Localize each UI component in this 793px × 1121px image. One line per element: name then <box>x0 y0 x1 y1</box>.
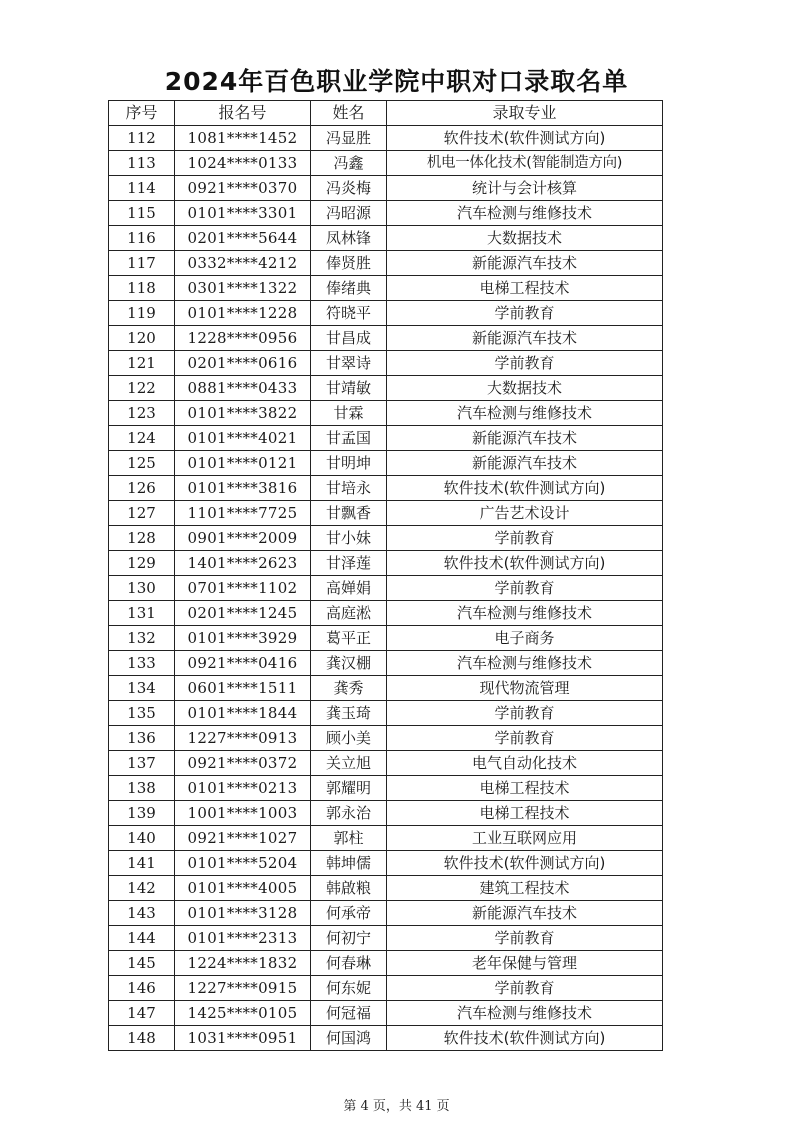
seq-cell: 121 <box>109 351 175 376</box>
name-cell: 郭柱 <box>311 826 387 851</box>
document-title: 2024年百色职业学院中职对口录取名单 <box>164 67 629 96</box>
major-cell: 软件技术(软件测试方向) <box>387 476 663 501</box>
table-row <box>109 901 663 926</box>
major-cell: 统计与会计核算 <box>387 176 663 201</box>
regno-cell: 0101****0121 <box>175 451 311 476</box>
major-cell: 学前教育 <box>387 926 663 951</box>
table-row <box>109 726 663 751</box>
name-cell: 何承帝 <box>311 901 387 926</box>
seq-cell: 145 <box>109 951 175 976</box>
name-cell: 顾小美 <box>311 726 387 751</box>
table-row <box>109 326 663 351</box>
name-cell: 甘靖敏 <box>311 376 387 401</box>
regno-cell: 0921****0372 <box>175 751 311 776</box>
table-row <box>109 701 663 726</box>
name-cell: 甘翠诗 <box>311 351 387 376</box>
name-cell: 龚汉棚 <box>311 651 387 676</box>
major-cell: 工业互联网应用 <box>387 826 663 851</box>
regno-cell: 1101****7725 <box>175 501 311 526</box>
column-header-major: 录取专业 <box>387 101 663 126</box>
table-row <box>109 176 663 201</box>
table-row <box>109 276 663 301</box>
table-row <box>109 626 663 651</box>
table-row <box>109 551 663 576</box>
major-cell: 汽车检测与维修技术 <box>387 201 663 226</box>
name-cell: 高庭淞 <box>311 601 387 626</box>
major-cell: 汽车检测与维修技术 <box>387 1001 663 1026</box>
major-cell: 汽车检测与维修技术 <box>387 651 663 676</box>
table-row <box>109 826 663 851</box>
column-header-name: 姓名 <box>311 101 387 126</box>
regno-cell: 0101****4021 <box>175 426 311 451</box>
table-row <box>109 126 663 151</box>
table-row <box>109 501 663 526</box>
seq-cell: 130 <box>109 576 175 601</box>
seq-cell: 132 <box>109 626 175 651</box>
major-cell: 软件技术(软件测试方向) <box>387 1026 663 1051</box>
seq-cell: 141 <box>109 851 175 876</box>
table-row <box>109 751 663 776</box>
seq-cell: 114 <box>109 176 175 201</box>
regno-cell: 0301****1322 <box>175 276 311 301</box>
seq-cell: 113 <box>109 151 175 176</box>
major-cell: 汽车检测与维修技术 <box>387 401 663 426</box>
regno-cell: 1001****1003 <box>175 801 311 826</box>
regno-cell: 0101****2313 <box>175 926 311 951</box>
table-row <box>109 401 663 426</box>
major-cell: 电梯工程技术 <box>387 776 663 801</box>
column-header-regno: 报名号 <box>175 101 311 126</box>
name-cell: 甘小妹 <box>311 526 387 551</box>
regno-cell: 1031****0951 <box>175 1026 311 1051</box>
major-cell: 软件技术(软件测试方向) <box>387 126 663 151</box>
seq-cell: 128 <box>109 526 175 551</box>
seq-cell: 147 <box>109 1001 175 1026</box>
admission-table <box>108 100 663 1051</box>
seq-cell: 142 <box>109 876 175 901</box>
major-cell: 汽车检测与维修技术 <box>387 601 663 626</box>
regno-cell: 1081****1452 <box>175 126 311 151</box>
regno-cell: 1227****0913 <box>175 726 311 751</box>
seq-cell: 135 <box>109 701 175 726</box>
name-cell: 郭耀明 <box>311 776 387 801</box>
seq-cell: 127 <box>109 501 175 526</box>
name-cell: 何东妮 <box>311 976 387 1001</box>
table-row <box>109 976 663 1001</box>
column-header-seq: 序号 <box>109 101 175 126</box>
major-cell: 学前教育 <box>387 576 663 601</box>
major-cell: 电梯工程技术 <box>387 276 663 301</box>
name-cell: 郭永治 <box>311 801 387 826</box>
seq-cell: 139 <box>109 801 175 826</box>
table-row <box>109 476 663 501</box>
major-cell: 新能源汽车技术 <box>387 901 663 926</box>
regno-cell: 0101****3816 <box>175 476 311 501</box>
regno-cell: 0901****2009 <box>175 526 311 551</box>
seq-cell: 125 <box>109 451 175 476</box>
major-cell: 大数据技术 <box>387 226 663 251</box>
table-row <box>109 451 663 476</box>
regno-cell: 0701****1102 <box>175 576 311 601</box>
seq-cell: 143 <box>109 901 175 926</box>
name-cell: 甘霖 <box>311 401 387 426</box>
seq-cell: 129 <box>109 551 175 576</box>
table-row <box>109 376 663 401</box>
seq-cell: 146 <box>109 976 175 1001</box>
major-cell: 机电一体化技术(智能制造方向) <box>387 151 663 176</box>
seq-cell: 144 <box>109 926 175 951</box>
table-row <box>109 576 663 601</box>
regno-cell: 0601****1511 <box>175 676 311 701</box>
name-cell: 冯昭源 <box>311 201 387 226</box>
major-cell: 老年保健与管理 <box>387 951 663 976</box>
seq-cell: 137 <box>109 751 175 776</box>
name-cell: 凤林锋 <box>311 226 387 251</box>
table-row <box>109 151 663 176</box>
major-cell: 广告艺术设计 <box>387 501 663 526</box>
regno-cell: 1227****0915 <box>175 976 311 1001</box>
major-cell: 学前教育 <box>387 351 663 376</box>
name-cell: 何春琳 <box>311 951 387 976</box>
seq-cell: 120 <box>109 326 175 351</box>
name-cell: 关立旭 <box>311 751 387 776</box>
table-row <box>109 526 663 551</box>
name-cell: 何国鸿 <box>311 1026 387 1051</box>
table-row <box>109 1001 663 1026</box>
regno-cell: 0881****0433 <box>175 376 311 401</box>
regno-cell: 0101****5204 <box>175 851 311 876</box>
regno-cell: 1401****2623 <box>175 551 311 576</box>
major-cell: 建筑工程技术 <box>387 876 663 901</box>
major-cell: 电气自动化技术 <box>387 751 663 776</box>
seq-cell: 131 <box>109 601 175 626</box>
page-footer: 第 4 页，共 41 页 <box>343 1099 450 1114</box>
regno-cell: 0101****4005 <box>175 876 311 901</box>
table-row <box>109 951 663 976</box>
name-cell: 符晓平 <box>311 301 387 326</box>
major-cell: 软件技术(软件测试方向) <box>387 851 663 876</box>
name-cell: 何初宁 <box>311 926 387 951</box>
regno-cell: 0921****0416 <box>175 651 311 676</box>
regno-cell: 0201****5644 <box>175 226 311 251</box>
name-cell: 冯显胜 <box>311 126 387 151</box>
regno-cell: 0101****0213 <box>175 776 311 801</box>
seq-cell: 140 <box>109 826 175 851</box>
table-row <box>109 876 663 901</box>
seq-cell: 133 <box>109 651 175 676</box>
table-row <box>109 301 663 326</box>
name-cell: 甘孟国 <box>311 426 387 451</box>
name-cell: 冯鑫 <box>311 151 387 176</box>
table-header-row <box>109 101 663 126</box>
name-cell: 甘明坤 <box>311 451 387 476</box>
table-body <box>109 126 663 1051</box>
regno-cell: 0101****3929 <box>175 626 311 651</box>
seq-cell: 136 <box>109 726 175 751</box>
table-row <box>109 1026 663 1051</box>
table-row <box>109 651 663 676</box>
major-cell: 新能源汽车技术 <box>387 326 663 351</box>
regno-cell: 0101****1228 <box>175 301 311 326</box>
regno-cell: 0332****4212 <box>175 251 311 276</box>
major-cell: 学前教育 <box>387 701 663 726</box>
seq-cell: 134 <box>109 676 175 701</box>
major-cell: 大数据技术 <box>387 376 663 401</box>
major-cell: 新能源汽车技术 <box>387 251 663 276</box>
name-cell: 龚玉琦 <box>311 701 387 726</box>
name-cell: 高婵娟 <box>311 576 387 601</box>
table-row <box>109 251 663 276</box>
major-cell: 学前教育 <box>387 301 663 326</box>
major-cell: 现代物流管理 <box>387 676 663 701</box>
regno-cell: 1425****0105 <box>175 1001 311 1026</box>
table-row <box>109 226 663 251</box>
name-cell: 甘培永 <box>311 476 387 501</box>
table-row <box>109 801 663 826</box>
seq-cell: 116 <box>109 226 175 251</box>
name-cell: 俸贤胜 <box>311 251 387 276</box>
table-row <box>109 601 663 626</box>
seq-cell: 124 <box>109 426 175 451</box>
seq-cell: 148 <box>109 1026 175 1051</box>
major-cell: 新能源汽车技术 <box>387 426 663 451</box>
table-row <box>109 201 663 226</box>
major-cell: 学前教育 <box>387 976 663 1001</box>
seq-cell: 115 <box>109 201 175 226</box>
major-cell: 软件技术(软件测试方向) <box>387 551 663 576</box>
table-row <box>109 926 663 951</box>
regno-cell: 0101****1844 <box>175 701 311 726</box>
name-cell: 韩坤儒 <box>311 851 387 876</box>
regno-cell: 0101****3128 <box>175 901 311 926</box>
regno-cell: 1228****0956 <box>175 326 311 351</box>
regno-cell: 0201****0616 <box>175 351 311 376</box>
seq-cell: 126 <box>109 476 175 501</box>
major-cell: 新能源汽车技术 <box>387 451 663 476</box>
name-cell: 龚秀 <box>311 676 387 701</box>
name-cell: 葛平正 <box>311 626 387 651</box>
name-cell: 甘飘香 <box>311 501 387 526</box>
seq-cell: 117 <box>109 251 175 276</box>
name-cell: 何冠福 <box>311 1001 387 1026</box>
regno-cell: 0921****0370 <box>175 176 311 201</box>
name-cell: 冯炎梅 <box>311 176 387 201</box>
major-cell: 电梯工程技术 <box>387 801 663 826</box>
name-cell: 甘昌成 <box>311 326 387 351</box>
table-row <box>109 776 663 801</box>
major-cell: 电子商务 <box>387 626 663 651</box>
seq-cell: 112 <box>109 126 175 151</box>
regno-cell: 0101****3822 <box>175 401 311 426</box>
table-row <box>109 851 663 876</box>
seq-cell: 123 <box>109 401 175 426</box>
seq-cell: 118 <box>109 276 175 301</box>
regno-cell: 0101****3301 <box>175 201 311 226</box>
seq-cell: 122 <box>109 376 175 401</box>
regno-cell: 1024****0133 <box>175 151 311 176</box>
regno-cell: 0921****1027 <box>175 826 311 851</box>
major-cell: 学前教育 <box>387 726 663 751</box>
table-row <box>109 426 663 451</box>
seq-cell: 138 <box>109 776 175 801</box>
seq-cell: 119 <box>109 301 175 326</box>
table-row <box>109 351 663 376</box>
name-cell: 韩啟粮 <box>311 876 387 901</box>
name-cell: 甘泽莲 <box>311 551 387 576</box>
name-cell: 俸绪典 <box>311 276 387 301</box>
table-row <box>109 676 663 701</box>
major-cell: 学前教育 <box>387 526 663 551</box>
regno-cell: 1224****1832 <box>175 951 311 976</box>
regno-cell: 0201****1245 <box>175 601 311 626</box>
